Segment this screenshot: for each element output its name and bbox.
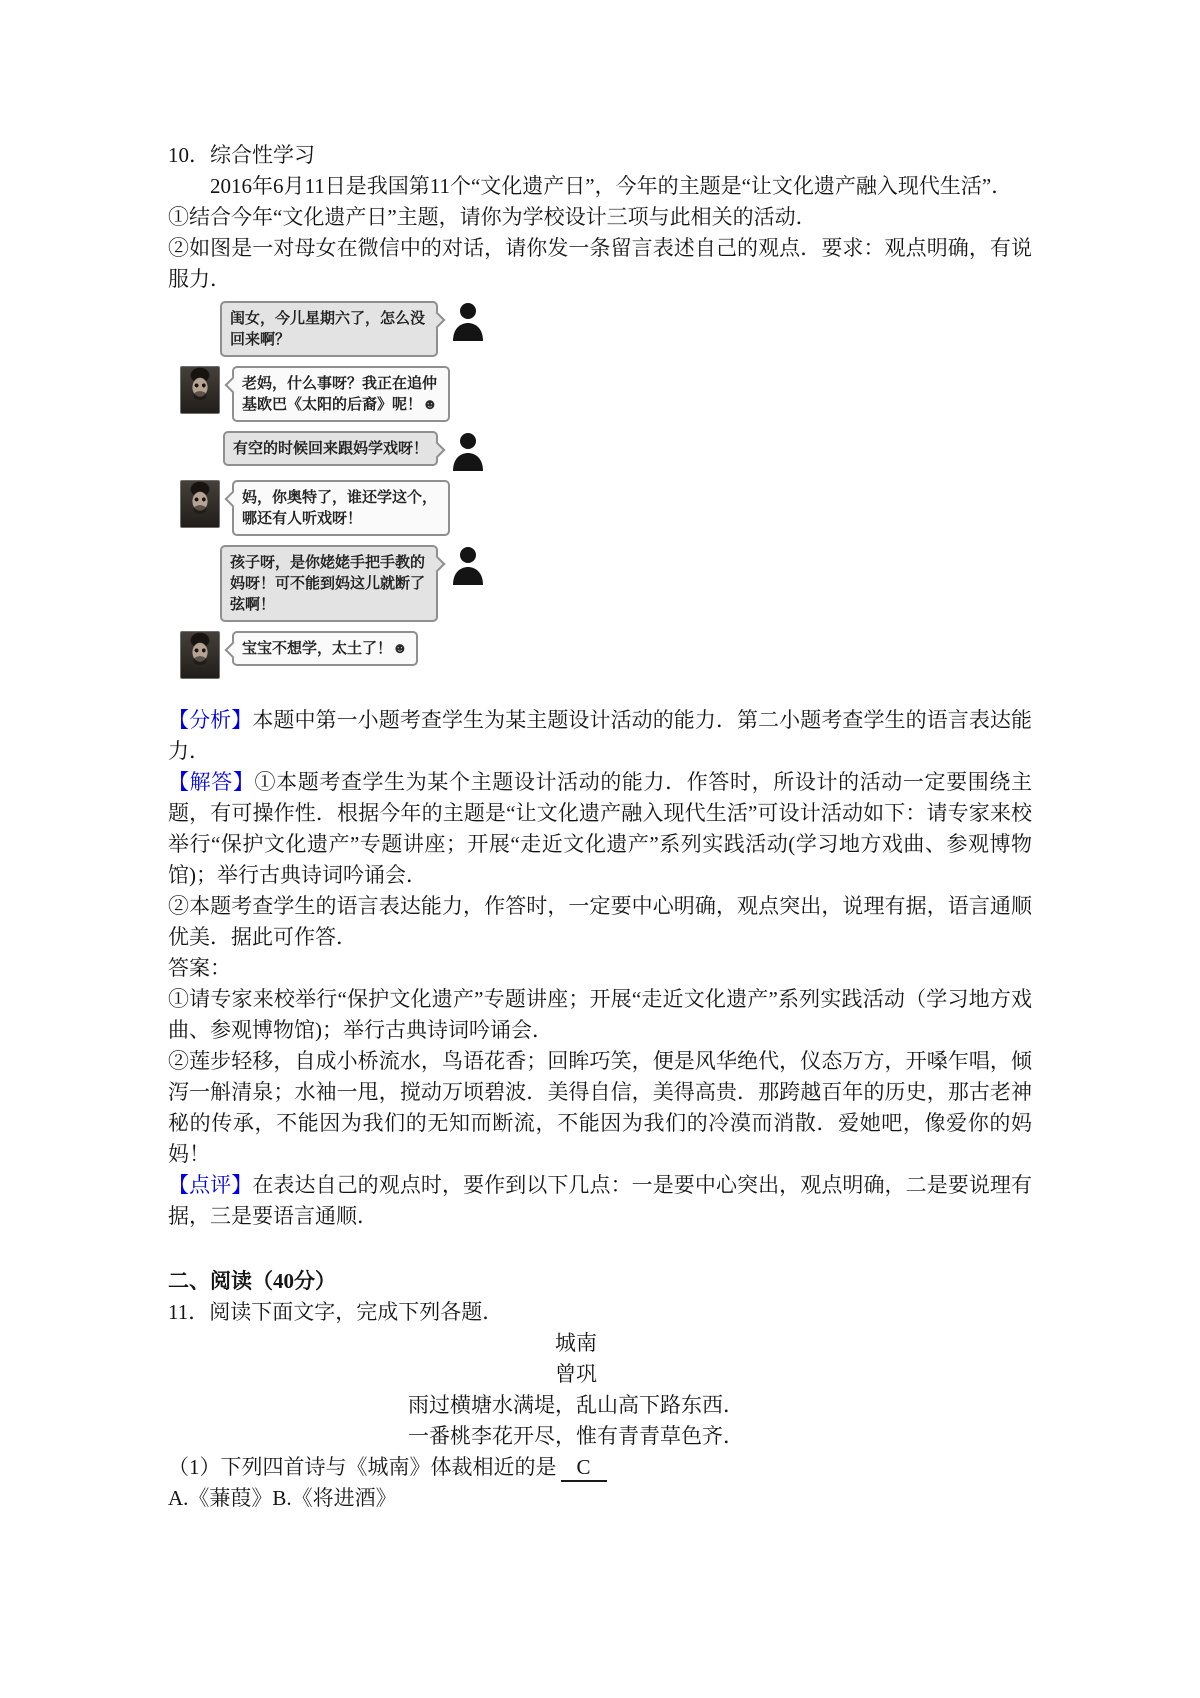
sub-question-1 <box>168 1452 1032 1483</box>
poem-title: 城南 <box>555 1331 597 1355</box>
question-11-intro: 11．阅读下面文字，完成下列各题． <box>168 1300 504 1324</box>
question-10-intro: 2016年6月11日是我国第11个“文化遗产日”，今年的主题是“让文化遗产融入现代生活”． <box>210 174 1013 198</box>
chat-message-daughter <box>180 366 486 422</box>
comment-paragraph <box>168 1170 1032 1232</box>
solution-text-1: ①本题考查学生为某个主题设计活动的能力．作答时，所设计的活动一定要围绕主题，有可操作性．根据今年的主题是“让文化遗产融入现代生活”可设计活动如下：请专家来校举行“保护文化遗产”专题讲座；开展“走近文化遗产”系列实践活动(学习地方戏曲、参观博物馆)；举行古典诗词吟诵会． <box>168 770 1033 887</box>
daughter-avatar-icon <box>180 631 220 679</box>
daughter-avatar-icon <box>180 480 220 528</box>
poem-line-2: 一番桃李花开尽，惟有青青草色齐． <box>408 1424 744 1448</box>
question-10-item-1: ①结合今年“文化遗产日”主题，请你为学校设计三项与此相关的活动． <box>168 205 817 229</box>
solution-paragraph-1 <box>168 767 1032 891</box>
chat-bubble <box>232 366 450 422</box>
analysis-text: 本题中第一小题考查学生为某主题设计活动的能力．第二小题考查学生的语言表达能力． <box>168 708 1033 763</box>
analysis-label: 【分析】 <box>168 708 253 732</box>
chat-bubble <box>223 431 438 466</box>
comment-label: 【点评】 <box>168 1173 253 1197</box>
chat-text: 妈，你奥特了，谁还学这个，哪还有人听戏呀！ <box>242 489 438 527</box>
solution-label: 【解答】 <box>168 770 255 794</box>
chat-text: 老妈，什么事呀？我正在追仲基欧巴《太阳的后裔》呢！ <box>242 375 438 413</box>
chat-message-mother <box>180 431 486 471</box>
mother-avatar-icon <box>450 431 486 471</box>
chat-message-daughter <box>180 480 486 536</box>
chat-message-daughter <box>180 631 486 679</box>
analysis-paragraph <box>168 705 1032 767</box>
question-10-heading: 10．综合性学习 <box>168 143 315 167</box>
poem-block <box>168 1328 1032 1452</box>
chat-message-mother <box>180 545 486 622</box>
chat-message-mother <box>180 301 486 357</box>
chat-bubble <box>232 631 418 666</box>
chat-bubble <box>220 301 438 357</box>
solution-paragraph-2: ②本题考查学生的语言表达能力，作答时，一定要中心明确，观点突出，说理有据，语言通顺优美．据此可作答． <box>168 894 1032 949</box>
sub-question-1-text: （1）下列四首诗与《城南》体裁相近的是 <box>168 1455 557 1479</box>
question-10-item-2: ②如图是一对母女在微信中的对话，请你发一条留言表述自己的观点．要求：观点明确，有说服力． <box>168 236 1032 291</box>
smiley-emoji-icon: ☻ <box>422 396 438 413</box>
mother-avatar-icon <box>450 301 486 341</box>
wechat-conversation-image <box>180 301 486 679</box>
sub-question-1-answer <box>561 1455 607 1482</box>
daughter-avatar-icon <box>180 366 220 414</box>
chat-text: 孩子呀，是你姥姥手把手教的妈呀！可不能到妈这儿就断了弦啊！ <box>230 554 426 613</box>
chat-text: 闺女，今儿星期六了，怎么没回来啊？ <box>230 310 426 348</box>
mother-avatar-icon <box>450 545 486 585</box>
answer-item-1: ①请专家来校举行“保护文化遗产”专题讲座；开展“走近文化遗产”系列实践活动（学习地方戏曲、参观博物馆)；举行古典诗词吟诵会． <box>168 987 1032 1042</box>
chat-bubble <box>220 545 438 622</box>
poem-author: 曾巩 <box>555 1362 597 1386</box>
answer-heading: 答案： <box>168 956 231 980</box>
chat-text: 宝宝不想学，太土了！ <box>242 640 393 657</box>
answer-item-2: ②莲步轻移，自成小桥流水，鸟语花香；回眸巧笑，便是风华绝代，仪态万方，开嗓乍唱，倾泻一斛清泉；水袖一甩，搅动万顷碧波．美得自信，美得高贵．那跨越百年的历史，那古老神秘的传承，不能因为我们的无知而断流，不能因为我们的冷漠而消散．爱她吧，像爱你的妈妈！ <box>168 1049 1032 1166</box>
chat-text: 有空的时候回来跟妈学戏呀！ <box>232 440 428 457</box>
chat-bubble <box>232 480 450 536</box>
smiley-emoji-icon: ☻ <box>392 640 408 657</box>
poem-line-1: 雨过横塘水满堤，乱山高下路东西． <box>408 1393 744 1417</box>
section-2-heading: 二、阅读（40分） <box>168 1269 336 1293</box>
answer-letter: C <box>576 1455 591 1479</box>
options-a-b: A.《蒹葭》B.《将进酒》 <box>168 1486 397 1510</box>
comment-text: 在表达自己的观点时，要作到以下几点：一是要中心突出，观点明确，二是要说理有据，三是要语言通顺． <box>168 1173 1033 1228</box>
